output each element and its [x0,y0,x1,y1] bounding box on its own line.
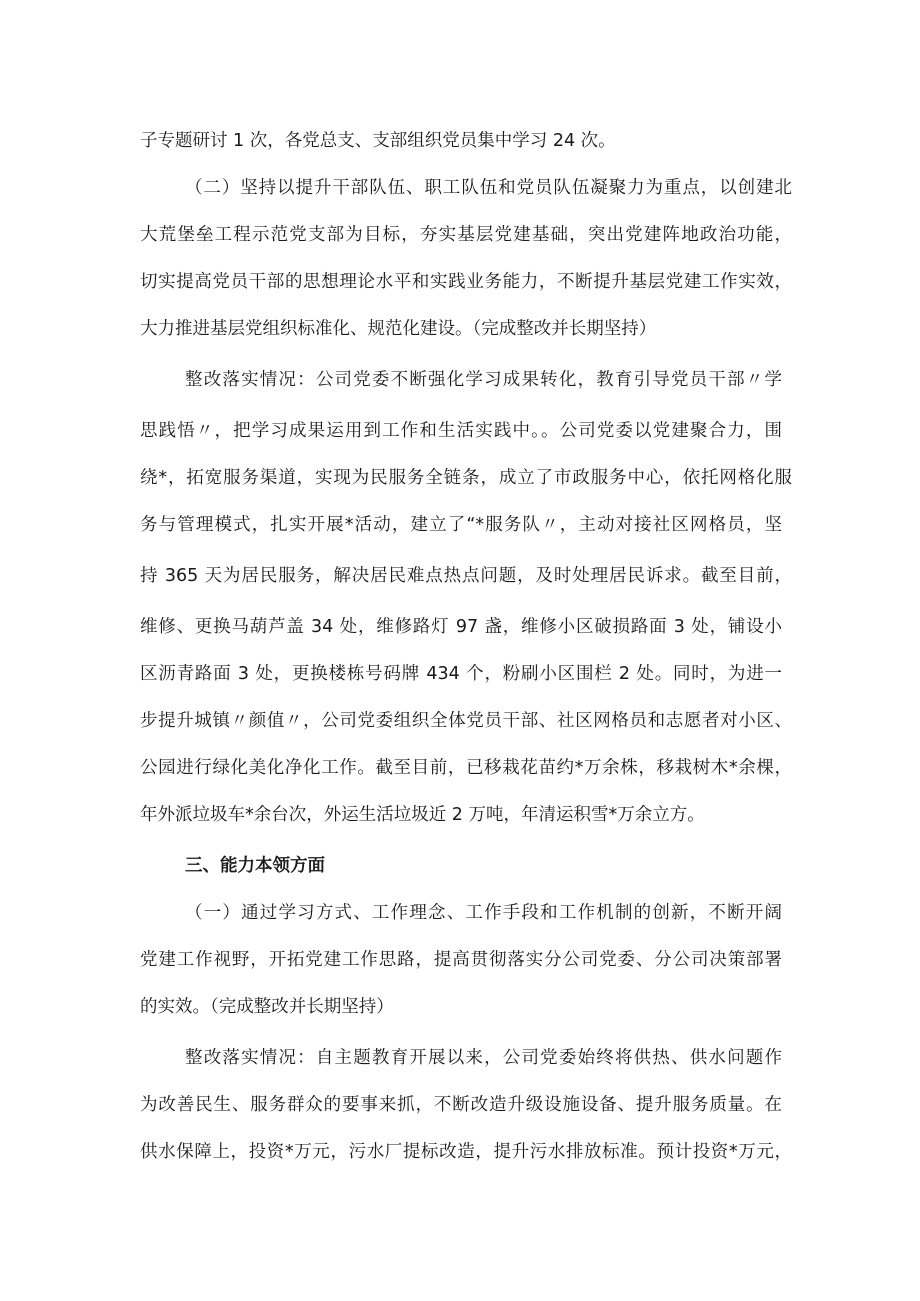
body-line: 子专题研讨 1 次，各党总支、支部组织党员集中学习 24 次。 [140,131,616,151]
body-line: 步提升城镇〃颜值〃，公司党委组织全体党员干部、社区网格员和志愿者对小区、 [140,711,792,731]
body-line: 整改落实情况：公司党委不断强化学习成果转化，教育引导党员干部〃学 [185,370,782,390]
body-line: 思践悟〃，把学习成果运用到工作和生活实践中。。公司党委以党建聚合力，围 [140,421,782,441]
body-line: 务与管理模式，扎实开展*活动，建立了“*服务队〃，主动对接社区网格员，坚 [140,515,782,535]
body-line: 为改善民生、服务群众的要事来抓，不断改造升级设施设备、提升服务质量。在 [140,1095,782,1115]
body-line: 党建工作视野，开拓党建工作思路，提高贯彻落实分公司党委、分公司决策部署 [140,950,782,970]
body-line: 的实效。（完成整改并长期坚持） [140,997,394,1017]
body-line: 大荒堡垒工程示范党支部为目标，夯实基层党建基础，突出党建阵地政治功能， [140,225,792,245]
body-line: 切实提高党员干部的思想理论水平和实践业务能力，不断提升基层党建工作实效， [140,272,792,292]
body-line: 年外派垃圾车*余台次，外运生活垃圾近 2 万吨，年清运积雪*万余立方。 [140,805,705,825]
body-line: 供水保障上，投资*万元，污水厂提标改造，提升污水排放标准。预计投资*万元， [140,1142,792,1162]
section-heading: 三、能力本领方面 [185,856,325,876]
body-line: （二）坚持以提升干部队伍、职工队伍和党员队伍凝聚力为重点，以创建北 [185,178,792,198]
body-line: 大力推进基层党组织标准化、规范化建设。（完成整改并长期坚持） [140,319,657,339]
body-line: 整改落实情况：自主题教育开展以来，公司党委始终将供热、供水问题作 [185,1048,782,1068]
body-line: （一）通过学习方式、工作理念、工作手段和工作机制的创新，不断开阔 [185,903,782,923]
body-line: 区沥青路面 3 处，更换楼栋号码牌 434 个，粉刷小区围栏 2 处。同时，为进一 [140,664,782,684]
body-line: 持 365 天为居民服务，解决居民难点热点问题，及时处理居民诉求。截至目前， [140,566,792,586]
body-line: 维修、更换马葫芦盖 34 处，维修路灯 97 盏，维修小区破损路面 3 处，铺设小 [140,617,782,637]
body-line: 公园进行绿化美化净化工作。截至目前，已移栽花苗约*万余株，移栽树木*余棵， [140,758,792,778]
body-line: 绕*，拓宽服务渠道，实现为民服务全链条，成立了市政服务中心，依托网格化服 [140,468,792,488]
